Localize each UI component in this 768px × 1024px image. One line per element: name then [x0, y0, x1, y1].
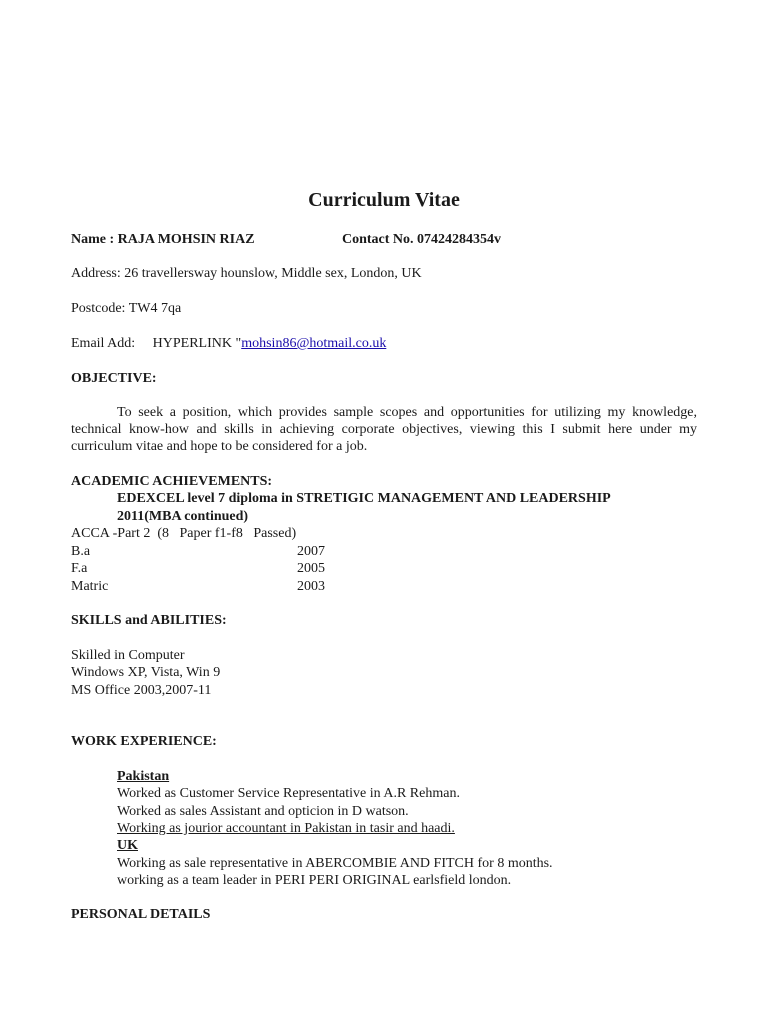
degree-year: 2007 [297, 544, 325, 559]
edexcel-line-2: 2011(MBA continued) [117, 509, 249, 524]
work-item: Worked as sales Assistant and opticion in D watson. [117, 804, 409, 819]
skill-item: MS Office 2003,2007-11 [71, 683, 212, 698]
postcode: Postcode: TW4 7qa [71, 301, 182, 316]
objective-text: To seek a position, which provides sample scopes and opportunities for utilizing my knowledge, technical know-how and skills in achieving corporate objectives, viewing this I submit here under my curriculum vitae and hope to be considered for a job. [71, 405, 697, 454]
work-item: Worked as Customer Service Representative in A.R Rehman. [117, 786, 460, 801]
page-title: Curriculum Vitae [308, 189, 460, 211]
contact-number: Contact No. 07424284354v [342, 232, 502, 247]
email-row [71, 335, 386, 352]
work-item: Working as jourior accountant in Pakistan in tasir and haadi. [117, 821, 455, 836]
degree-name: Matric [71, 579, 109, 594]
skill-item: Skilled in Computer [71, 648, 185, 663]
objective-heading: OBJECTIVE: [71, 371, 157, 386]
work-item: working as a team leader in PERI PERI ORIGINAL earlsfield london. [117, 873, 512, 888]
personal-heading: PERSONAL DETAILS [71, 907, 211, 922]
academic-heading: ACADEMIC ACHIEVEMENTS: [71, 474, 273, 489]
name-label: Name : RAJA MOHSIN RIAZ [71, 232, 255, 247]
address: Address: 26 travellersway hounslow, Middle sex, London, UK [71, 266, 422, 281]
pakistan-label: Pakistan [117, 769, 170, 784]
email-label: Email Add: HYPERLINK " [71, 336, 242, 351]
edexcel-line-1: EDEXCEL level 7 diploma in STRETIGIC MANAGEMENT AND LEADERSHIP [117, 491, 611, 506]
uk-label: UK [117, 838, 138, 853]
work-item: Working as sale representative in ABERCOMBIE AND FITCH for 8 months. [117, 856, 553, 871]
email-link[interactable]: mohsin86@hotmail.co.uk [241, 336, 387, 351]
degree-year: 2003 [297, 579, 325, 594]
degree-name: B.a [71, 544, 91, 559]
degree-year: 2005 [297, 561, 325, 576]
skills-heading: SKILLS and ABILITIES: [71, 613, 227, 628]
degree-name: F.a [71, 561, 88, 576]
acca-line: ACCA -Part 2 (8 Paper f1-f8 Passed) [71, 526, 297, 541]
work-heading: WORK EXPERIENCE: [71, 734, 217, 749]
skill-item: Windows XP, Vista, Win 9 [71, 665, 221, 680]
